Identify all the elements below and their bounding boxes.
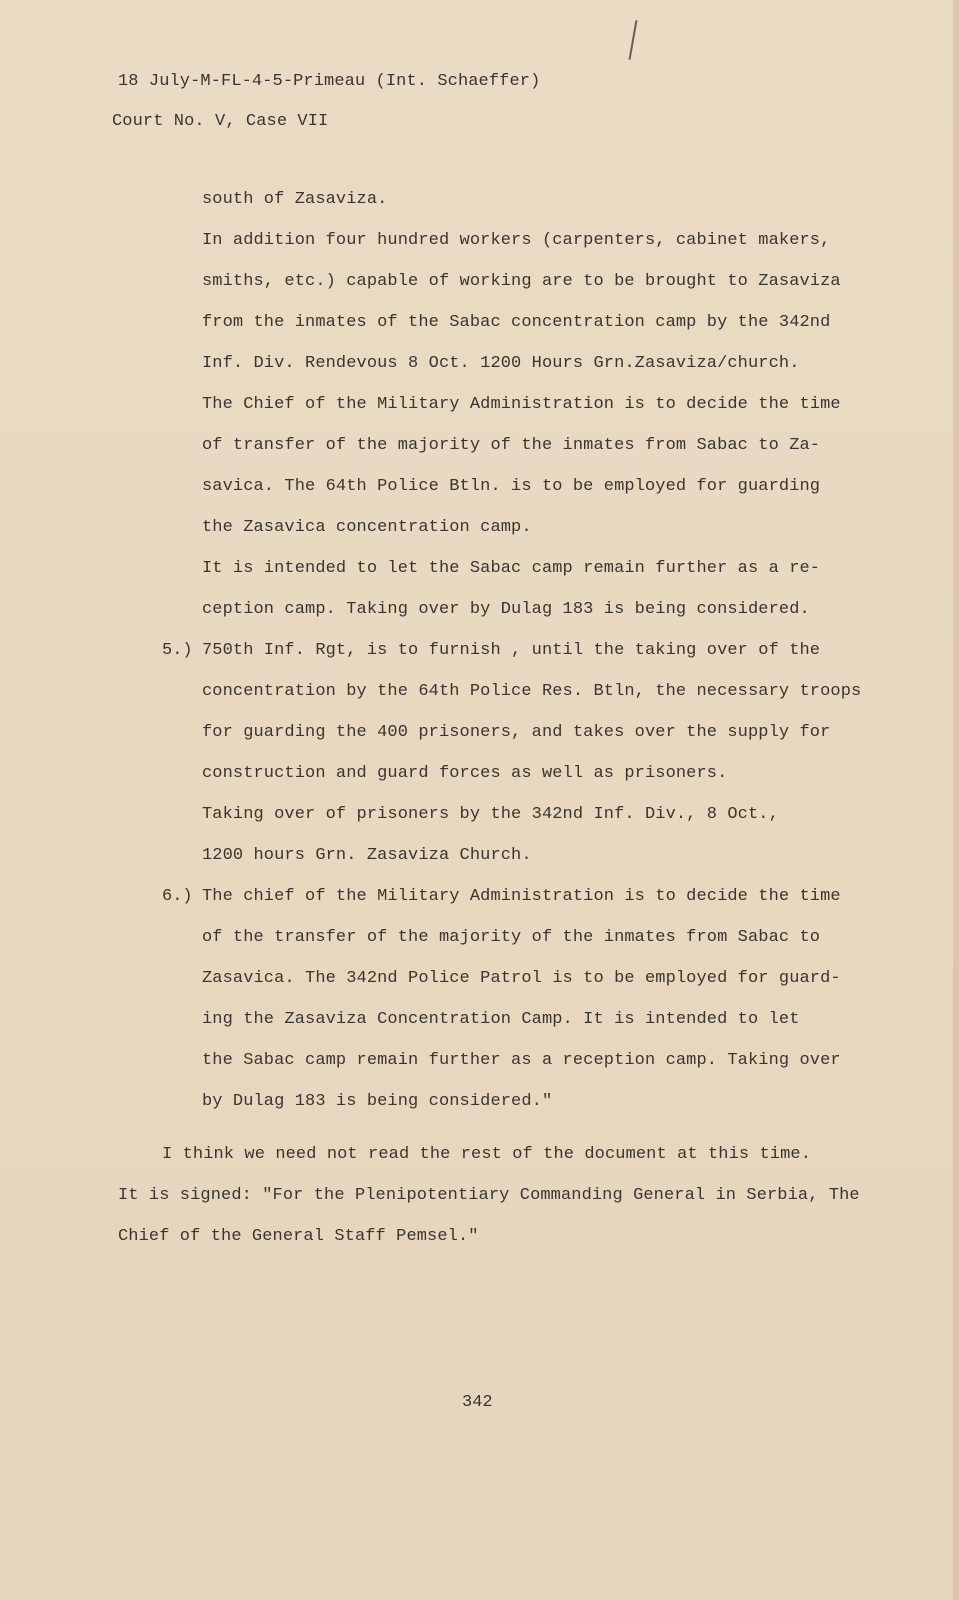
text-line: of the transfer of the majority of the inmates from Sabac to <box>202 928 821 947</box>
page-number: 342 <box>462 1393 493 1412</box>
item-number: 5.) <box>162 641 193 660</box>
text-line: The Chief of the Military Administration is to decide the time <box>202 395 841 414</box>
text-line: Chief of the General Staff Pemsel." <box>118 1227 479 1246</box>
text-line: ception camp. Taking over by Dulag 183 is being considered. <box>202 600 810 619</box>
text-line: of transfer of the majority of the inmates from Sabac to Za- <box>202 436 821 455</box>
text-line: the Zasavica concentration camp. <box>202 518 532 537</box>
text-line: savica. The 64th Police Btln. is to be employed for guarding <box>202 477 821 496</box>
text-line: ing the Zasaviza Concentration Camp. It is intended to let <box>202 1010 800 1029</box>
text-line: 1200 hours Grn. Zasaviza Church. <box>202 846 532 865</box>
text-line: construction and guard forces as well as prisoners. <box>202 764 728 783</box>
text-line: 750th Inf. Rgt, is to furnish , until the taking over of the <box>202 641 821 660</box>
text-line: south of Zasaviza. <box>202 190 388 209</box>
text-line: smiths, etc.) capable of working are to be brought to Zasaviza <box>202 272 841 291</box>
text-line: It is intended to let the Sabac camp remain further as a re- <box>202 559 821 578</box>
text-line: The chief of the Military Administration is to decide the time <box>202 887 841 906</box>
text-line: Zasavica. The 342nd Police Patrol is to be employed for guard- <box>202 969 841 988</box>
text-line: Inf. Div. Rendevous 8 Oct. 1200 Hours Grn.Zasaviza/church. <box>202 354 800 373</box>
header-court-case: Court No. V, Case VII <box>112 112 329 131</box>
text-line: from the inmates of the Sabac concentration camp by the 342nd <box>202 313 831 332</box>
text-line: I think we need not read the rest of the document at this time. <box>162 1145 812 1164</box>
text-line: In addition four hundred workers (carpenters, cabinet makers, <box>202 231 831 250</box>
text-line: the Sabac camp remain further as a reception camp. Taking over <box>202 1051 841 1070</box>
text-line: It is signed: "For the Plenipotentiary Commanding General in Serbia, The <box>118 1186 860 1205</box>
item-number: 6.) <box>162 887 193 906</box>
text-line: by Dulag 183 is being considered." <box>202 1092 553 1111</box>
text-line: concentration by the 64th Police Res. Btln, the necessary troops <box>202 682 862 701</box>
text-line: Taking over of prisoners by the 342nd Inf. Div., 8 Oct., <box>202 805 779 824</box>
text-line: for guarding the 400 prisoners, and takes over the supply for <box>202 723 831 742</box>
header-transcript-id: 18 July-M-FL-4-5-Primeau (Int. Schaeffer) <box>118 72 541 91</box>
pencil-check-mark <box>629 20 638 60</box>
